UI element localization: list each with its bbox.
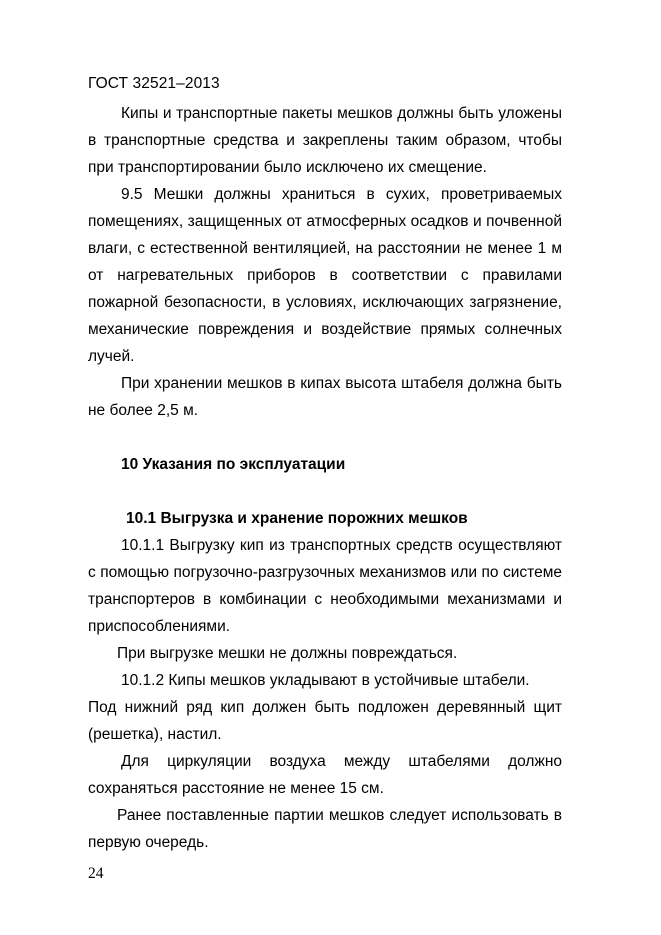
- paragraph-previous-batches: Ранее поставленные партии мешков следует использовать в первую очередь.: [88, 807, 562, 851]
- paragraph-10-1-1-unloading: 10.1.1 Выгрузку кип из транспортных средств осуществляют с помощью погрузочно-разгрузочных механизмов или по системе транспортеров в комбинации с необходимыми механизмами и приспособлениями.: [88, 537, 562, 635]
- document-body: [88, 100, 562, 856]
- paragraph-9-5-storage: 9.5 Мешки должны храниться в сухих, проветриваемых помещениях, защищенных от атмосферных осадков и почвенной влаги, с естественной вентиляцией, на расстоянии не менее 1 м от нагревательных приборов в соответствии с правилами пожарной безопасности, в условиях, исключающих загрязнение, механические повреждения и воздействие прямых солнечных лучей.: [88, 186, 562, 365]
- section-10-1-title: 10.1 Выгрузка и хранение порожних мешков: [126, 510, 468, 527]
- standard-header: ГОСТ 32521–2013: [88, 75, 220, 92]
- paragraph-bottom-row: Под нижний ряд кип должен быть подложен деревянный щит (решетка), настил.: [88, 699, 562, 743]
- page-number: 24: [88, 865, 104, 882]
- paragraph-10-1-2-stacking: 10.1.2 Кипы мешков укладывают в устойчивые штабели.: [121, 672, 530, 689]
- paragraph-air-circulation: Для циркуляции воздуха между штабелями должно сохраняться расстояние не менее 15 см.: [88, 753, 562, 797]
- paragraph-transport-packing: Кипы и транспортные пакеты мешков должны быть уложены в транспортные средства и закреплены таким образом, чтобы при транспортировании было исключено их смещение.: [88, 105, 562, 176]
- section-10-title: 10 Указания по эксплуатации: [121, 456, 346, 473]
- paragraph-stack-height: При хранении мешков в кипах высота штабеля должна быть не более 2,5 м.: [88, 375, 562, 419]
- spacer: [88, 478, 562, 505]
- spacer: [88, 424, 562, 451]
- paragraph-unloading-damage: При выгрузке мешки не должны повреждаться.: [117, 645, 458, 662]
